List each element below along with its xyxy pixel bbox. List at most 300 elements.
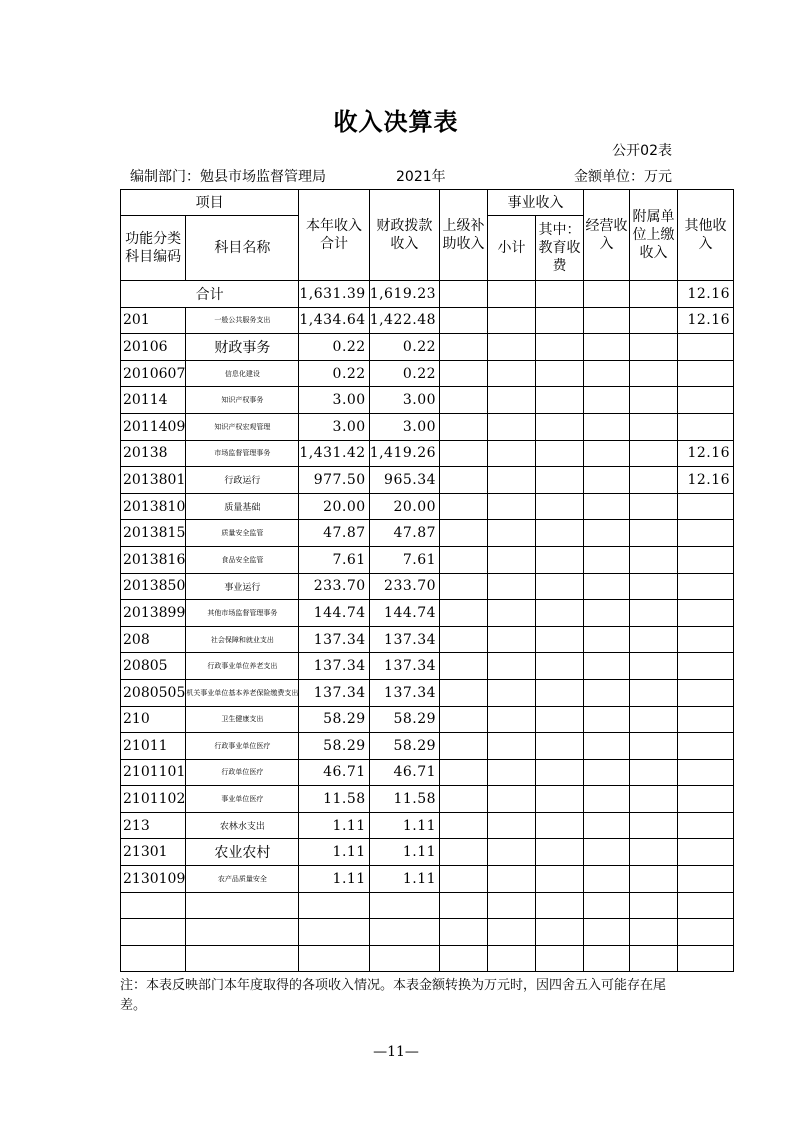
page-number: —11— [373, 1044, 419, 1060]
year-label: 2021年 [396, 169, 446, 185]
upper-subsidy-cell [440, 493, 488, 520]
empty-cell [488, 892, 536, 919]
edu-fee-cell [536, 387, 584, 414]
table-row [121, 387, 734, 414]
table-row [121, 493, 734, 520]
subject-name-cell: 知识产权事务 [186, 387, 299, 414]
subject-name-cell: 事业单位医疗 [186, 786, 299, 813]
business-subtotal-cell [488, 307, 536, 334]
operating-cell [584, 866, 630, 893]
code-cell: 2101101 [121, 759, 186, 786]
empty-cell [121, 892, 186, 919]
total-income-cell: 3.00 [299, 413, 369, 440]
code-cell: 20805 [121, 653, 186, 680]
header-total-income: 本年收入合计 [299, 190, 369, 281]
total-income-cell: 47.87 [299, 520, 369, 547]
business-subtotal-cell [488, 866, 536, 893]
total-income-cell: 137.34 [299, 626, 369, 653]
header-item: 项目 [121, 190, 299, 216]
code-cell: 2013801 [121, 467, 186, 494]
total-income-cell: 7.61 [299, 546, 369, 573]
upper-subsidy-cell [440, 626, 488, 653]
code-cell: 2013899 [121, 600, 186, 627]
affiliated-cell [630, 733, 678, 760]
affiliated-cell [630, 600, 678, 627]
header-operating: 经营收入 [584, 190, 630, 281]
operating-cell [584, 467, 630, 494]
fiscal-cell: 137.34 [369, 626, 439, 653]
empty-cell [630, 919, 678, 946]
code-cell: 208 [121, 626, 186, 653]
upper-subsidy-cell [440, 467, 488, 494]
total-income-cell: 1.11 [299, 866, 369, 893]
empty-row [121, 892, 734, 919]
affiliated-cell [630, 866, 678, 893]
business-subtotal-cell [488, 706, 536, 733]
other-cell [678, 360, 734, 387]
upper-subsidy-cell [440, 653, 488, 680]
other-cell: 12.16 [678, 307, 734, 334]
fiscal-cell: 46.71 [369, 759, 439, 786]
upper-subsidy-cell [440, 440, 488, 467]
fiscal-cell: 1,419.26 [369, 440, 439, 467]
business-subtotal-cell [488, 467, 536, 494]
affiliated-cell [630, 839, 678, 866]
fiscal-cell: 7.61 [369, 546, 439, 573]
total-other-cell: 12.16 [678, 281, 734, 308]
empty-cell [299, 945, 369, 972]
empty-cell [630, 892, 678, 919]
empty-cell [186, 919, 299, 946]
header-subject-name: 科目名称 [186, 216, 299, 281]
business-subtotal-cell [488, 786, 536, 813]
table-row [121, 679, 734, 706]
total-income-cell: 137.34 [299, 653, 369, 680]
operating-cell [584, 733, 630, 760]
table-row [121, 546, 734, 573]
business-subtotal-cell [488, 413, 536, 440]
total-income-cell: 1,434.64 [299, 307, 369, 334]
fiscal-cell: 1,422.48 [369, 307, 439, 334]
empty-cell [369, 945, 439, 972]
edu-fee-cell [536, 866, 584, 893]
other-cell [678, 493, 734, 520]
empty-cell [121, 919, 186, 946]
other-cell [678, 812, 734, 839]
empty-row [121, 919, 734, 946]
table-row [121, 334, 734, 361]
upper-subsidy-cell [440, 573, 488, 600]
upper-subsidy-cell [440, 520, 488, 547]
affiliated-cell [630, 334, 678, 361]
empty-cell [369, 919, 439, 946]
other-cell [678, 866, 734, 893]
empty-cell [584, 919, 630, 946]
footnote: 注：本表反映部门本年度取得的各项收入情况。本表金额转换为万元时，因四舍五入可能存在尾差。 [120, 978, 667, 1013]
table-row [121, 626, 734, 653]
other-cell: 12.16 [678, 440, 734, 467]
operating-cell [584, 440, 630, 467]
subject-name-cell: 卫生健康支出 [186, 706, 299, 733]
upper-subsidy-cell [440, 786, 488, 813]
code-cell: 2011409 [121, 413, 186, 440]
business-subtotal-cell [488, 839, 536, 866]
total-income-cell: 58.29 [299, 733, 369, 760]
income-table [120, 189, 734, 972]
subject-name-cell: 农业农村 [186, 839, 299, 866]
empty-cell [678, 892, 734, 919]
header-edu-fee: 其中：教育收费 [536, 216, 584, 281]
table-row [121, 520, 734, 547]
fiscal-cell: 58.29 [369, 733, 439, 760]
fiscal-cell: 20.00 [369, 493, 439, 520]
header-other: 其他收入 [678, 190, 734, 281]
operating-cell [584, 573, 630, 600]
unit-label: 金额单位：万元 [574, 169, 672, 185]
code-cell: 20138 [121, 440, 186, 467]
edu-fee-cell [536, 679, 584, 706]
code-cell: 213 [121, 812, 186, 839]
affiliated-cell [630, 440, 678, 467]
upper-subsidy-cell [440, 839, 488, 866]
empty-cell [678, 919, 734, 946]
other-cell [678, 573, 734, 600]
table-row [121, 467, 734, 494]
affiliated-cell [630, 360, 678, 387]
operating-cell [584, 626, 630, 653]
code-cell: 2013810 [121, 493, 186, 520]
fiscal-cell: 0.22 [369, 360, 439, 387]
business-subtotal-cell [488, 520, 536, 547]
fiscal-cell: 965.34 [369, 467, 439, 494]
subject-name-cell: 质量基础 [186, 493, 299, 520]
business-subtotal-cell [488, 573, 536, 600]
other-cell [678, 546, 734, 573]
empty-cell [678, 945, 734, 972]
table-row [121, 733, 734, 760]
table-row [121, 600, 734, 627]
upper-subsidy-cell [440, 307, 488, 334]
upper-subsidy-cell [440, 759, 488, 786]
operating-cell [584, 759, 630, 786]
total-label: 合计 [121, 281, 299, 308]
operating-cell [584, 786, 630, 813]
other-cell [678, 334, 734, 361]
header-fiscal: 财政拨款收入 [369, 190, 439, 281]
other-cell [678, 759, 734, 786]
affiliated-cell [630, 573, 678, 600]
subject-name-cell: 信息化建设 [186, 360, 299, 387]
operating-cell [584, 706, 630, 733]
upper-subsidy-cell [440, 600, 488, 627]
header-func-code: 功能分类科目编码 [121, 216, 186, 281]
total-income-cell: 20.00 [299, 493, 369, 520]
total-income-cell: 1.11 [299, 839, 369, 866]
upper-subsidy-cell [440, 679, 488, 706]
total-income-cell: 1,631.39 [299, 281, 369, 308]
business-subtotal-cell [488, 626, 536, 653]
table-row [121, 839, 734, 866]
affiliated-cell [630, 759, 678, 786]
other-cell [678, 653, 734, 680]
code-cell: 2080505 [121, 679, 186, 706]
header-business-income: 事业收入 [488, 190, 584, 216]
other-cell [678, 387, 734, 414]
table-row [121, 866, 734, 893]
other-cell: 12.16 [678, 467, 734, 494]
business-subtotal-cell [488, 679, 536, 706]
table-row [121, 653, 734, 680]
table-row [121, 440, 734, 467]
affiliated-cell [630, 307, 678, 334]
code-cell: 2101102 [121, 786, 186, 813]
fiscal-cell: 58.29 [369, 706, 439, 733]
other-cell [678, 520, 734, 547]
edu-fee-cell [536, 653, 584, 680]
table-row [121, 706, 734, 733]
empty-cell [440, 892, 488, 919]
business-subtotal-cell [488, 812, 536, 839]
code-cell: 210 [121, 706, 186, 733]
empty-cell [186, 945, 299, 972]
business-subtotal-cell [488, 440, 536, 467]
fiscal-cell: 1.11 [369, 839, 439, 866]
empty-cell [369, 892, 439, 919]
code-cell: 20106 [121, 334, 186, 361]
code-cell: 2013816 [121, 546, 186, 573]
business-subtotal-cell [488, 600, 536, 627]
subject-name-cell: 行政单位医疗 [186, 759, 299, 786]
edu-fee-cell [536, 759, 584, 786]
affiliated-cell [630, 546, 678, 573]
affiliated-cell [630, 653, 678, 680]
fiscal-cell: 137.34 [369, 653, 439, 680]
edu-fee-cell [536, 307, 584, 334]
table-row [121, 573, 734, 600]
fiscal-cell: 1.11 [369, 812, 439, 839]
operating-cell [584, 546, 630, 573]
empty-cell [584, 945, 630, 972]
subject-name-cell: 社会保障和就业支出 [186, 626, 299, 653]
affiliated-cell [630, 786, 678, 813]
fiscal-cell: 0.22 [369, 334, 439, 361]
operating-cell [584, 520, 630, 547]
other-cell [678, 626, 734, 653]
subject-name-cell: 知识产权宏观管理 [186, 413, 299, 440]
edu-fee-cell [536, 493, 584, 520]
edu-fee-cell [536, 733, 584, 760]
business-subtotal-cell [488, 733, 536, 760]
other-cell [678, 600, 734, 627]
business-subtotal-cell [488, 360, 536, 387]
empty-cell [186, 892, 299, 919]
empty-cell [584, 892, 630, 919]
upper-subsidy-cell [440, 334, 488, 361]
other-cell [678, 706, 734, 733]
edu-fee-cell [536, 812, 584, 839]
subject-name-cell: 行政事业单位医疗 [186, 733, 299, 760]
code-cell: 20114 [121, 387, 186, 414]
total-income-cell: 0.22 [299, 334, 369, 361]
code-cell: 2130109 [121, 866, 186, 893]
edu-fee-cell [536, 600, 584, 627]
code-cell: 2013815 [121, 520, 186, 547]
upper-subsidy-cell [440, 413, 488, 440]
form-number: 公开02表 [612, 143, 672, 159]
table-row [121, 759, 734, 786]
subject-name-cell: 机关事业单位基本养老保险缴费支出 [186, 679, 299, 706]
subject-name-cell: 市场监督管理事务 [186, 440, 299, 467]
upper-subsidy-cell [440, 866, 488, 893]
edu-fee-cell [536, 440, 584, 467]
affiliated-cell [630, 387, 678, 414]
empty-cell [536, 919, 584, 946]
total-income-cell: 977.50 [299, 467, 369, 494]
empty-cell [536, 945, 584, 972]
business-subtotal-cell [488, 334, 536, 361]
upper-subsidy-cell [440, 546, 488, 573]
edu-fee-cell [536, 786, 584, 813]
table-row [121, 812, 734, 839]
edu-fee-cell [536, 839, 584, 866]
subject-name-cell: 事业运行 [186, 573, 299, 600]
total-fiscal-cell: 1,619.23 [369, 281, 439, 308]
edu-fee-cell [536, 546, 584, 573]
empty-cell [440, 919, 488, 946]
edu-fee-cell [536, 334, 584, 361]
business-subtotal-cell [488, 546, 536, 573]
empty-cell [299, 919, 369, 946]
subject-name-cell: 食品安全监管 [186, 546, 299, 573]
total-income-cell: 0.22 [299, 360, 369, 387]
header-subtotal: 小计 [488, 216, 536, 281]
operating-cell [584, 679, 630, 706]
business-subtotal-cell [488, 759, 536, 786]
operating-cell [584, 387, 630, 414]
affiliated-cell [630, 626, 678, 653]
empty-cell [121, 945, 186, 972]
code-cell: 21011 [121, 733, 186, 760]
edu-fee-cell [536, 626, 584, 653]
operating-cell [584, 839, 630, 866]
empty-cell [630, 945, 678, 972]
empty-cell [488, 945, 536, 972]
edu-fee-cell [536, 706, 584, 733]
fiscal-cell: 3.00 [369, 387, 439, 414]
other-cell [678, 839, 734, 866]
header-affiliated: 附属单位上缴收入 [630, 190, 678, 281]
operating-cell [584, 413, 630, 440]
edu-fee-cell [536, 520, 584, 547]
empty-cell [440, 945, 488, 972]
affiliated-cell [630, 493, 678, 520]
business-subtotal-cell [488, 653, 536, 680]
operating-cell [584, 307, 630, 334]
table-row [121, 786, 734, 813]
total-income-cell: 137.34 [299, 679, 369, 706]
fiscal-cell: 144.74 [369, 600, 439, 627]
fiscal-cell: 137.34 [369, 679, 439, 706]
business-subtotal-cell [488, 493, 536, 520]
total-income-cell: 233.70 [299, 573, 369, 600]
upper-subsidy-cell [440, 706, 488, 733]
operating-cell [584, 812, 630, 839]
fiscal-cell: 233.70 [369, 573, 439, 600]
subject-name-cell: 农产品质量安全 [186, 866, 299, 893]
affiliated-cell [630, 679, 678, 706]
subject-name-cell: 行政事业单位养老支出 [186, 653, 299, 680]
total-row [121, 281, 734, 308]
empty-cell [488, 919, 536, 946]
subject-name-cell: 质量安全监管 [186, 520, 299, 547]
operating-cell [584, 334, 630, 361]
other-cell [678, 786, 734, 813]
upper-subsidy-cell [440, 360, 488, 387]
fiscal-cell: 47.87 [369, 520, 439, 547]
upper-subsidy-cell [440, 387, 488, 414]
edu-fee-cell [536, 413, 584, 440]
affiliated-cell [630, 706, 678, 733]
total-income-cell: 3.00 [299, 387, 369, 414]
code-cell: 2010607 [121, 360, 186, 387]
edu-fee-cell [536, 360, 584, 387]
code-cell: 2013850 [121, 573, 186, 600]
table-row [121, 413, 734, 440]
department-label: 编制部门：勉县市场监督管理局 [130, 169, 326, 185]
total-income-cell: 46.71 [299, 759, 369, 786]
subject-name-cell: 财政事务 [186, 334, 299, 361]
total-income-cell: 144.74 [299, 600, 369, 627]
total-income-cell: 1,431.42 [299, 440, 369, 467]
other-cell [678, 679, 734, 706]
edu-fee-cell [536, 573, 584, 600]
affiliated-cell [630, 467, 678, 494]
operating-cell [584, 493, 630, 520]
header-upper-subsidy: 上级补助收入 [440, 190, 488, 281]
empty-cell [299, 892, 369, 919]
other-cell [678, 413, 734, 440]
subject-name-cell: 其他市场监督管理事务 [186, 600, 299, 627]
operating-cell [584, 653, 630, 680]
fiscal-cell: 11.58 [369, 786, 439, 813]
code-cell: 201 [121, 307, 186, 334]
affiliated-cell [630, 812, 678, 839]
meta-line [130, 166, 672, 186]
total-income-cell: 11.58 [299, 786, 369, 813]
business-subtotal-cell [488, 387, 536, 414]
upper-subsidy-cell [440, 733, 488, 760]
table-row [121, 360, 734, 387]
edu-fee-cell [536, 467, 584, 494]
total-income-cell: 58.29 [299, 706, 369, 733]
code-cell: 21301 [121, 839, 186, 866]
fiscal-cell: 1.11 [369, 866, 439, 893]
other-cell [678, 733, 734, 760]
affiliated-cell [630, 520, 678, 547]
fiscal-cell: 3.00 [369, 413, 439, 440]
empty-row [121, 945, 734, 972]
empty-cell [536, 892, 584, 919]
upper-subsidy-cell [440, 812, 488, 839]
table-row [121, 307, 734, 334]
subject-name-cell: 农林水支出 [186, 812, 299, 839]
operating-cell [584, 600, 630, 627]
subject-name-cell: 一般公共服务支出 [186, 307, 299, 334]
subject-name-cell: 行政运行 [186, 467, 299, 494]
total-income-cell: 1.11 [299, 812, 369, 839]
affiliated-cell [630, 413, 678, 440]
page-title: 收入决算表 [333, 108, 459, 136]
